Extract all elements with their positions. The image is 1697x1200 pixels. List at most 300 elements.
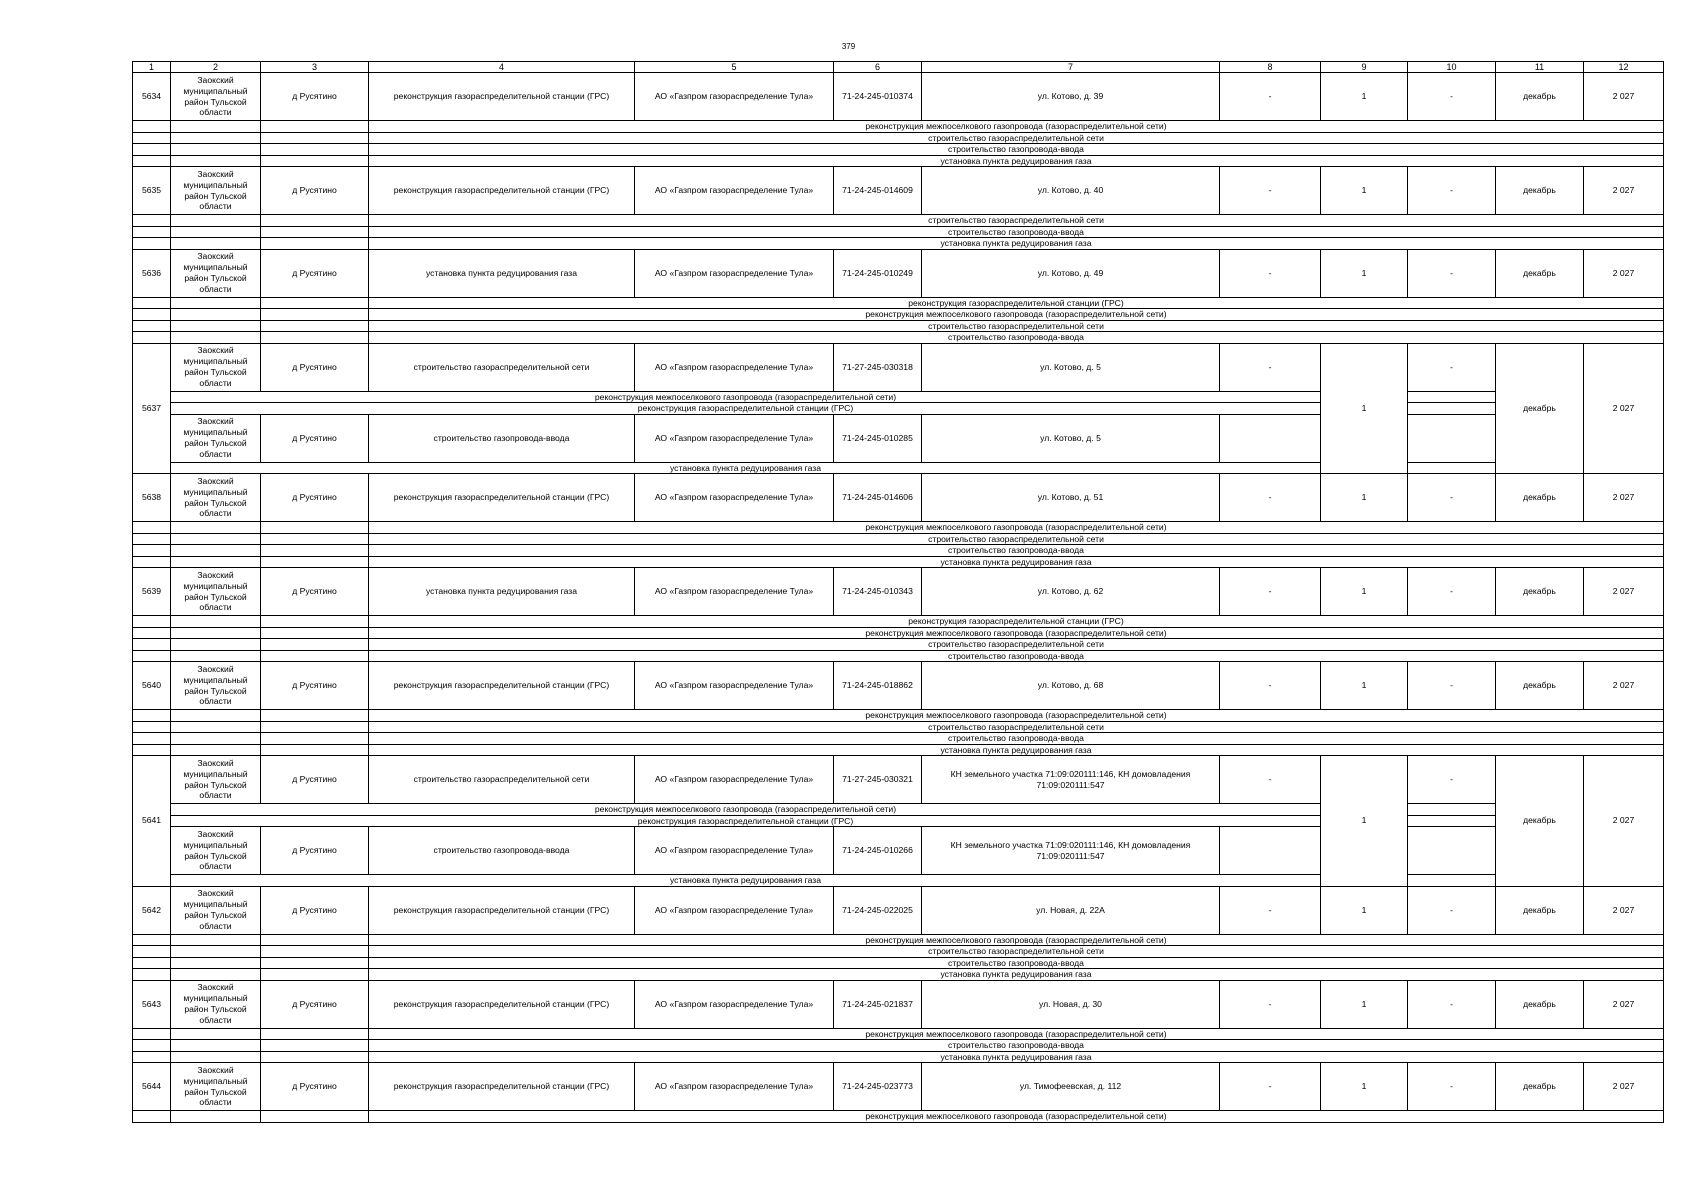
empty-cell: [133, 616, 171, 628]
empty-cell: [171, 1051, 261, 1063]
address-cell: ул. Котово, д. 51: [922, 474, 1220, 522]
address-cell: ул. Новая, д. 22А: [922, 886, 1220, 934]
empty-cell: [171, 155, 261, 167]
sub-row: [133, 132, 1664, 144]
sub-row: [133, 934, 1664, 946]
col8-cell: -: [1220, 474, 1321, 522]
organization-cell: АО «Газпром газораспределение Тула»: [635, 662, 834, 710]
row-number: 5638: [133, 474, 171, 522]
sub-row: [133, 804, 1664, 816]
empty-cell: [261, 627, 369, 639]
empty-cell: [261, 733, 369, 745]
empty-cell: [1408, 804, 1496, 816]
row-number: 5640: [133, 662, 171, 710]
year-cell: 2 027: [1584, 474, 1664, 522]
row-number: 5644: [133, 1063, 171, 1111]
empty-cell: [1408, 403, 1496, 415]
work-type-cell: реконструкция газораспределительной станции (ГРС): [369, 1063, 635, 1111]
month-cell: декабрь: [1496, 886, 1584, 934]
sub-row: [133, 616, 1664, 628]
empty-cell: [171, 332, 261, 344]
empty-cell: [261, 309, 369, 321]
col10-cell: [1408, 827, 1496, 875]
col8-cell: -: [1220, 756, 1321, 804]
empty-cell: [171, 721, 261, 733]
related-work-cell: установка пункта редуцирования газа: [369, 155, 1664, 167]
empty-cell: [171, 226, 261, 238]
related-work-cell: строительство газопровода-ввода: [369, 1040, 1664, 1052]
col10-cell: -: [1408, 73, 1496, 121]
empty-cell: [171, 650, 261, 662]
sub-row: [133, 627, 1664, 639]
address-cell: ул. Котово, д. 39: [922, 73, 1220, 121]
related-work-cell: строительство газораспределительной сети: [369, 721, 1664, 733]
locality-cell: д Русятино: [261, 756, 369, 804]
organization-cell: АО «Газпром газораспределение Тула»: [635, 167, 834, 215]
sub-row: [133, 403, 1664, 415]
empty-cell: [171, 556, 261, 568]
empty-cell: [133, 215, 171, 227]
year-cell: 2 027: [1584, 167, 1664, 215]
empty-cell: [133, 957, 171, 969]
year-cell: 2 027: [1584, 662, 1664, 710]
empty-cell: [261, 132, 369, 144]
empty-cell: [171, 733, 261, 745]
organization-cell: АО «Газпром газораспределение Тула»: [635, 249, 834, 297]
empty-cell: [171, 533, 261, 545]
empty-cell: [171, 215, 261, 227]
sub-row: [133, 391, 1664, 403]
empty-cell: [261, 1028, 369, 1040]
empty-cell: [171, 238, 261, 250]
col8-cell: -: [1220, 249, 1321, 297]
organization-cell: АО «Газпром газораспределение Тула»: [635, 886, 834, 934]
work-type-cell: реконструкция газораспределительной станции (ГРС): [369, 73, 635, 121]
sub-row: [133, 238, 1664, 250]
empty-cell: [261, 1111, 369, 1123]
district-cell: Заокский муниципальный район Тульской области: [171, 249, 261, 297]
empty-cell: [171, 957, 261, 969]
empty-cell: [261, 155, 369, 167]
sub-row: [133, 121, 1664, 133]
locality-cell: д Русятино: [261, 474, 369, 522]
district-cell: Заокский муниципальный район Тульской области: [171, 662, 261, 710]
year-cell: 2 027: [1584, 343, 1664, 474]
sub-row: [133, 320, 1664, 332]
object-code-cell: 71-24-245-010343: [834, 568, 922, 616]
month-cell: декабрь: [1496, 756, 1584, 887]
work-type-cell: реконструкция газораспределительной станции (ГРС): [369, 662, 635, 710]
sub-row: [133, 650, 1664, 662]
object-code-cell: 71-24-245-021837: [834, 980, 922, 1028]
district-cell: Заокский муниципальный район Тульской области: [171, 568, 261, 616]
col10-cell: -: [1408, 1063, 1496, 1111]
locality-cell: д Русятино: [261, 414, 369, 462]
year-cell: 2 027: [1584, 756, 1664, 887]
object-code-cell: 71-27-245-030318: [834, 343, 922, 391]
object-code-cell: 71-24-245-010374: [834, 73, 922, 121]
district-cell: Заокский муниципальный район Тульской области: [171, 756, 261, 804]
locality-cell: д Русятино: [261, 886, 369, 934]
table-row: [133, 1063, 1664, 1111]
empty-cell: [171, 744, 261, 756]
table-row: [133, 662, 1664, 710]
empty-cell: [171, 320, 261, 332]
sub-row: [133, 1028, 1664, 1040]
empty-cell: [133, 320, 171, 332]
locality-cell: д Русятино: [261, 568, 369, 616]
empty-cell: [133, 332, 171, 344]
empty-cell: [261, 545, 369, 557]
related-work-cell: реконструкция межпоселкового газопровода (газораспределительной сети): [369, 522, 1664, 534]
row-number: 5639: [133, 568, 171, 616]
sub-row: [133, 1051, 1664, 1063]
address-cell: ул. Котово, д. 49: [922, 249, 1220, 297]
object-code-cell: 71-24-245-014606: [834, 474, 922, 522]
related-work-cell: строительство газораспределительной сети: [369, 215, 1664, 227]
object-code-cell: 71-24-245-010249: [834, 249, 922, 297]
empty-cell: [171, 969, 261, 981]
empty-cell: [171, 1028, 261, 1040]
address-cell: ул. Котово, д. 62: [922, 568, 1220, 616]
sub-row: [133, 733, 1664, 745]
column-header: 6: [834, 62, 922, 73]
empty-cell: [133, 155, 171, 167]
table-row: [133, 73, 1664, 121]
organization-cell: АО «Газпром газораспределение Тула»: [635, 756, 834, 804]
object-code-cell: 71-24-245-014609: [834, 167, 922, 215]
sub-row: [133, 155, 1664, 167]
related-work-cell: реконструкция межпоселкового газопровода (газораспределительной сети): [369, 1111, 1664, 1123]
empty-cell: [261, 332, 369, 344]
district-cell: Заокский муниципальный район Тульской области: [171, 1063, 261, 1111]
column-header: 12: [1584, 62, 1664, 73]
year-cell: 2 027: [1584, 73, 1664, 121]
empty-cell: [171, 710, 261, 722]
empty-cell: [261, 215, 369, 227]
district-cell: Заокский муниципальный район Тульской области: [171, 980, 261, 1028]
related-work-cell: строительство газопровода-ввода: [369, 957, 1664, 969]
address-cell: КН земельного участка 71:09:020111:146, КН домовладения 71:09:020111:547: [922, 756, 1220, 804]
empty-cell: [261, 238, 369, 250]
empty-cell: [133, 144, 171, 156]
col8-cell: -: [1220, 980, 1321, 1028]
object-code-cell: 71-24-245-010285: [834, 414, 922, 462]
organization-cell: АО «Газпром газораспределение Тула»: [635, 980, 834, 1028]
col8-cell: -: [1220, 662, 1321, 710]
related-work-cell: установка пункта редуцирования газа: [171, 462, 1321, 474]
work-type-cell: реконструкция газораспределительной станции (ГРС): [369, 886, 635, 934]
empty-cell: [171, 616, 261, 628]
locality-cell: д Русятино: [261, 73, 369, 121]
month-cell: декабрь: [1496, 167, 1584, 215]
address-cell: ул. Тимофеевская, д. 112: [922, 1063, 1220, 1111]
col9-cell: 1: [1321, 1063, 1408, 1111]
sub-row: [133, 710, 1664, 722]
organization-cell: АО «Газпром газораспределение Тула»: [635, 568, 834, 616]
sub-row: [133, 462, 1664, 474]
empty-cell: [171, 309, 261, 321]
empty-cell: [171, 522, 261, 534]
empty-cell: [133, 556, 171, 568]
empty-cell: [133, 132, 171, 144]
table-row: [133, 414, 1664, 462]
col10-cell: -: [1408, 662, 1496, 710]
sub-row: [133, 226, 1664, 238]
empty-cell: [133, 1040, 171, 1052]
organization-cell: АО «Газпром газораспределение Тула»: [635, 827, 834, 875]
col8-cell: -: [1220, 568, 1321, 616]
col9-cell: 1: [1321, 886, 1408, 934]
empty-cell: [261, 721, 369, 733]
related-work-cell: реконструкция газораспределительной станции (ГРС): [171, 403, 1321, 415]
column-header: 11: [1496, 62, 1584, 73]
sub-row: [133, 969, 1664, 981]
work-type-cell: установка пункта редуцирования газа: [369, 568, 635, 616]
work-type-cell: строительство газораспределительной сети: [369, 343, 635, 391]
empty-cell: [171, 639, 261, 651]
table-row: [133, 474, 1664, 522]
organization-cell: АО «Газпром газораспределение Тула»: [635, 73, 834, 121]
empty-cell: [133, 733, 171, 745]
col8-cell: [1220, 827, 1321, 875]
related-work-cell: реконструкция межпоселкового газопровода (газораспределительной сети): [369, 1028, 1664, 1040]
empty-cell: [133, 1111, 171, 1123]
district-cell: Заокский муниципальный район Тульской области: [171, 167, 261, 215]
related-work-cell: установка пункта редуцирования газа: [369, 1051, 1664, 1063]
empty-cell: [133, 309, 171, 321]
related-work-cell: строительство газопровода-ввода: [369, 733, 1664, 745]
sub-row: [133, 545, 1664, 557]
sub-row: [133, 309, 1664, 321]
row-number: 5642: [133, 886, 171, 934]
related-work-cell: реконструкция газораспределительной станции (ГРС): [171, 815, 1321, 827]
related-work-cell: установка пункта редуцирования газа: [369, 744, 1664, 756]
sub-row: [133, 1111, 1664, 1123]
sub-row: [133, 957, 1664, 969]
year-cell: 2 027: [1584, 568, 1664, 616]
empty-cell: [133, 297, 171, 309]
sub-row: [133, 522, 1664, 534]
row-number: 5643: [133, 980, 171, 1028]
col10-cell: -: [1408, 474, 1496, 522]
table-row: [133, 167, 1664, 215]
column-header: 5: [635, 62, 834, 73]
month-cell: декабрь: [1496, 980, 1584, 1028]
address-cell: КН земельного участка 71:09:020111:146, КН домовладения 71:09:020111:547: [922, 827, 1220, 875]
object-code-cell: 71-24-245-022025: [834, 886, 922, 934]
empty-cell: [261, 144, 369, 156]
sub-row: [133, 744, 1664, 756]
column-header: 9: [1321, 62, 1408, 73]
empty-cell: [171, 1111, 261, 1123]
related-work-cell: строительство газораспределительной сети: [369, 533, 1664, 545]
empty-cell: [171, 132, 261, 144]
empty-cell: [261, 121, 369, 133]
empty-cell: [171, 934, 261, 946]
related-work-cell: реконструкция межпоселкового газопровода (газораспределительной сети): [171, 391, 1321, 403]
col9-cell: 1: [1321, 980, 1408, 1028]
col8-cell: -: [1220, 167, 1321, 215]
table-row: [133, 756, 1664, 804]
related-work-cell: реконструкция газораспределительной станции (ГРС): [369, 616, 1664, 628]
sub-row: [133, 215, 1664, 227]
locality-cell: д Русятино: [261, 662, 369, 710]
empty-cell: [261, 297, 369, 309]
work-type-cell: реконструкция газораспределительной станции (ГРС): [369, 167, 635, 215]
empty-cell: [1408, 462, 1496, 474]
column-header: 10: [1408, 62, 1496, 73]
empty-cell: [261, 320, 369, 332]
district-cell: Заокский муниципальный район Тульской области: [171, 827, 261, 875]
related-work-cell: реконструкция межпоселкового газопровода (газораспределительной сети): [369, 121, 1664, 133]
empty-cell: [261, 556, 369, 568]
empty-cell: [261, 710, 369, 722]
col9-cell: 1: [1321, 662, 1408, 710]
empty-cell: [133, 710, 171, 722]
column-header: 4: [369, 62, 635, 73]
related-work-cell: реконструкция межпоселкового газопровода (газораспределительной сети): [369, 627, 1664, 639]
month-cell: декабрь: [1496, 662, 1584, 710]
empty-cell: [171, 1040, 261, 1052]
empty-cell: [261, 533, 369, 545]
column-header: 2: [171, 62, 261, 73]
empty-cell: [133, 721, 171, 733]
col10-cell: -: [1408, 756, 1496, 804]
column-header: 8: [1220, 62, 1321, 73]
sub-row: [133, 556, 1664, 568]
locality-cell: д Русятино: [261, 1063, 369, 1111]
empty-cell: [133, 238, 171, 250]
sub-row: [133, 144, 1664, 156]
related-work-cell: установка пункта редуцирования газа: [369, 969, 1664, 981]
empty-cell: [261, 946, 369, 958]
work-type-cell: реконструкция газораспределительной станции (ГРС): [369, 474, 635, 522]
related-work-cell: строительство газопровода-ввода: [369, 332, 1664, 344]
related-work-cell: установка пункта редуцирования газа: [369, 556, 1664, 568]
empty-cell: [171, 627, 261, 639]
related-work-cell: строительство газораспределительной сети: [369, 320, 1664, 332]
sub-row: [133, 815, 1664, 827]
month-cell: декабрь: [1496, 343, 1584, 474]
related-work-cell: реконструкция газораспределительной станции (ГРС): [369, 297, 1664, 309]
col10-cell: [1408, 414, 1496, 462]
locality-cell: д Русятино: [261, 980, 369, 1028]
month-cell: декабрь: [1496, 1063, 1584, 1111]
district-cell: Заокский муниципальный район Тульской области: [171, 414, 261, 462]
address-cell: ул. Котово, д. 40: [922, 167, 1220, 215]
related-work-cell: строительство газораспределительной сети: [369, 946, 1664, 958]
empty-cell: [171, 946, 261, 958]
year-cell: 2 027: [1584, 249, 1664, 297]
sub-row: [133, 721, 1664, 733]
object-code-cell: 71-24-245-023773: [834, 1063, 922, 1111]
column-header: 1: [133, 62, 171, 73]
col9-cell: 1: [1321, 73, 1408, 121]
col8-cell: -: [1220, 1063, 1321, 1111]
sub-row: [133, 946, 1664, 958]
month-cell: декабрь: [1496, 474, 1584, 522]
empty-cell: [261, 934, 369, 946]
district-cell: Заокский муниципальный район Тульской области: [171, 343, 261, 391]
empty-cell: [133, 1051, 171, 1063]
year-cell: 2 027: [1584, 980, 1664, 1028]
col10-cell: -: [1408, 980, 1496, 1028]
empty-cell: [133, 639, 171, 651]
column-header: 3: [261, 62, 369, 73]
col9-cell: 1: [1321, 474, 1408, 522]
empty-cell: [1408, 875, 1496, 887]
empty-cell: [261, 226, 369, 238]
empty-cell: [261, 650, 369, 662]
object-register-table: [132, 61, 1663, 1123]
locality-cell: д Русятино: [261, 827, 369, 875]
table-row: [133, 827, 1664, 875]
locality-cell: д Русятино: [261, 249, 369, 297]
empty-cell: [171, 297, 261, 309]
page-number: 379: [841, 42, 856, 51]
related-work-cell: строительство газопровода-ввода: [369, 226, 1664, 238]
empty-cell: [133, 969, 171, 981]
empty-cell: [133, 533, 171, 545]
organization-cell: АО «Газпром газораспределение Тула»: [635, 343, 834, 391]
related-work-cell: реконструкция межпоселкового газопровода (газораспределительной сети): [369, 934, 1664, 946]
locality-cell: д Русятино: [261, 167, 369, 215]
sub-row: [133, 875, 1664, 887]
empty-cell: [261, 1040, 369, 1052]
year-cell: 2 027: [1584, 886, 1664, 934]
empty-cell: [133, 1028, 171, 1040]
sub-row: [133, 639, 1664, 651]
col9-cell: 1: [1321, 249, 1408, 297]
col9-cell: 1: [1321, 568, 1408, 616]
col10-cell: -: [1408, 886, 1496, 934]
col10-cell: -: [1408, 167, 1496, 215]
address-cell: ул. Котово, д. 68: [922, 662, 1220, 710]
related-work-cell: строительство газопровода-ввода: [369, 144, 1664, 156]
col8-cell: -: [1220, 343, 1321, 391]
empty-cell: [1408, 391, 1496, 403]
related-work-cell: установка пункта редуцирования газа: [171, 875, 1321, 887]
month-cell: декабрь: [1496, 568, 1584, 616]
district-cell: Заокский муниципальный район Тульской области: [171, 73, 261, 121]
month-cell: декабрь: [1496, 73, 1584, 121]
empty-cell: [133, 121, 171, 133]
district-cell: Заокский муниципальный район Тульской области: [171, 886, 261, 934]
empty-cell: [261, 744, 369, 756]
empty-cell: [171, 121, 261, 133]
work-type-cell: реконструкция газораспределительной станции (ГРС): [369, 980, 635, 1028]
empty-cell: [133, 627, 171, 639]
address-cell: ул. Котово, д. 5: [922, 414, 1220, 462]
address-cell: ул. Новая, д. 30: [922, 980, 1220, 1028]
organization-cell: АО «Газпром газораспределение Тула»: [635, 1063, 834, 1111]
organization-cell: АО «Газпром газораспределение Тула»: [635, 414, 834, 462]
col10-cell: -: [1408, 249, 1496, 297]
organization-cell: АО «Газпром газораспределение Тула»: [635, 474, 834, 522]
related-work-cell: установка пункта редуцирования газа: [369, 238, 1664, 250]
empty-cell: [133, 226, 171, 238]
row-number: 5641: [133, 756, 171, 887]
table-row: [133, 980, 1664, 1028]
empty-cell: [171, 545, 261, 557]
work-type-cell: строительство газораспределительной сети: [369, 756, 635, 804]
col10-cell: -: [1408, 568, 1496, 616]
table-row: [133, 886, 1664, 934]
month-cell: декабрь: [1496, 249, 1584, 297]
year-cell: 2 027: [1584, 1063, 1664, 1111]
table-header-row: [133, 62, 1664, 73]
